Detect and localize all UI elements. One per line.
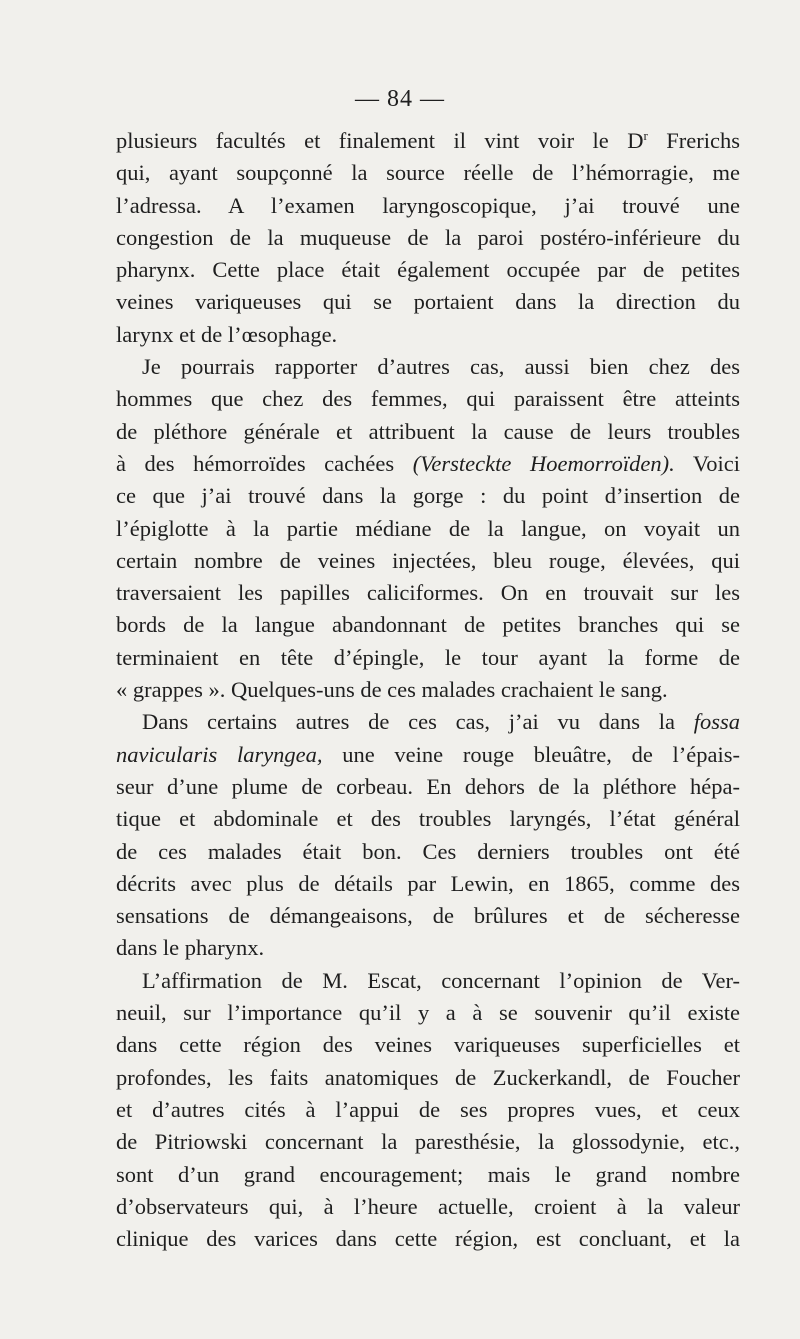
text-line: et d’autres cités à l’appui de ses propres vues, et ceux [116, 1096, 740, 1122]
text-line: hommes que chez des femmes, qui paraissent être atteints [116, 386, 740, 412]
body-text [116, 125, 740, 1255]
text-line: dans le pharynx. [116, 935, 265, 961]
text-line: d’observateurs qui, à l’heure actuelle, croient à la valeur [116, 1193, 740, 1219]
text-span: à des hémorroïdes cachées [116, 450, 413, 476]
text-line: sensations de démangeaisons, de brûlures et de sécheresse [116, 903, 740, 929]
text-line: décrits avec plus de détails par Lewin, en 1865, comme des [116, 870, 740, 896]
italic-span: navicularis laryngea, [116, 741, 323, 767]
text-line: seur d’une plume de corbeau. En dehors de la pléthore hépa- [116, 773, 740, 799]
text-line: neuil, sur l’importance qu’il y a à se souvenir qu’il existe [116, 1000, 740, 1026]
text-line: profondes, les faits anatomiques de Zuckerkandl, de Foucher [116, 1064, 740, 1090]
text-line: traversaient les papilles caliciformes. On en trouvait sur les [116, 580, 740, 606]
text-span: une veine rouge bleuâtre, de l’épais- [322, 741, 740, 767]
text-line: « grappes ». Quelques-uns de ces malades crachaient le sang. [116, 677, 668, 703]
text-line: sont d’un grand encouragement; mais le grand nombre [116, 1161, 740, 1187]
text-line: veines variqueuses qui se portaient dans la direction du [116, 289, 740, 315]
italic-span: (Versteckte Hoemorroïden). [412, 450, 675, 476]
text-line: certain nombre de veines injectées, bleu rouge, élevées, qui [116, 547, 740, 573]
paragraph-start: Je pourrais rapporter d’autres cas, aussi bien chez des [142, 354, 740, 380]
paragraph-start: L’affirmation de M. Escat, concernant l’opinion de Ver- [142, 967, 740, 993]
paragraph-start [116, 706, 740, 738]
text-line: congestion de la muqueuse de la paroi postéro-inférieure du [116, 224, 740, 250]
text-line: qui, ayant soupçonné la source réelle de l’hémorragie, me [116, 160, 740, 186]
text-line [116, 448, 740, 480]
superscript: r [643, 128, 648, 143]
text-line: l’épiglotte à la partie médiane de la langue, on voyait un [116, 515, 740, 541]
text-span: Dans certains autres de ces cas, j’ai vu dans la [142, 709, 694, 735]
text-line: l’adressa. A l’examen laryngoscopique, j’ai trouvé une [116, 192, 740, 218]
text-line: tique et abdominale et des troubles laryngés, l’état général [116, 806, 740, 832]
text-span: plusieurs facultés et finalement il vint voir le D [116, 128, 644, 153]
text-line [116, 125, 740, 157]
text-line: de pléthore générale et attribuent la cause de leurs troubles [116, 418, 740, 444]
text-line: clinique des varices dans cette région, est concluant, et la [116, 1226, 740, 1252]
text-line: dans cette région des veines variqueuses superficielles et [116, 1032, 740, 1058]
text-span: Frerichs [647, 128, 740, 153]
text-line [116, 739, 740, 771]
text-line: larynx et de l’œsophage. [116, 321, 338, 347]
page-number: — 84 — [355, 86, 445, 112]
text-span: Voici [674, 450, 740, 476]
text-line: bords de la langue abandonnant de petites branches qui se [116, 612, 740, 638]
text-line: de ces malades était bon. Ces derniers troubles ont été [116, 838, 740, 864]
text-line: terminaient en tête d’épingle, le tour ayant la forme de [116, 644, 740, 670]
text-line: de Pitriowski concernant la paresthésie, la glossodynie, etc., [116, 1129, 740, 1155]
text-line: ce que j’ai trouvé dans la gorge : du point d’insertion de [116, 483, 740, 509]
italic-span: fossa [693, 709, 740, 735]
text-line: pharynx. Cette place était également occupée par de petites [116, 257, 740, 283]
